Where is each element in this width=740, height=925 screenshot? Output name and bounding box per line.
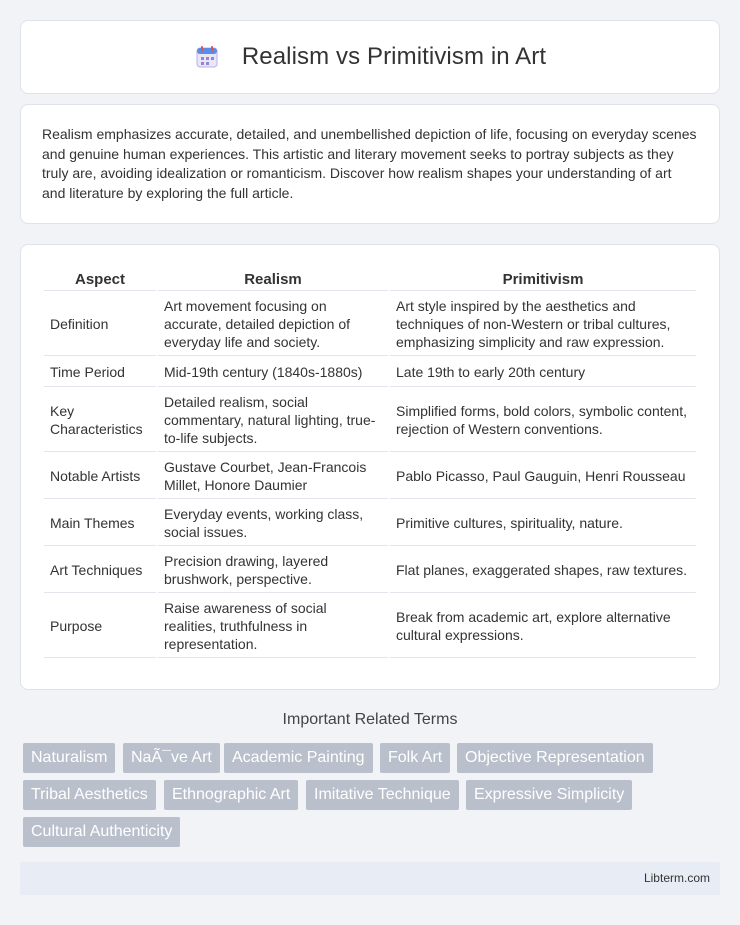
header-aspect: Aspect [44, 267, 156, 291]
calendar-icon [194, 44, 220, 70]
primitivism-cell: Flat planes, exaggerated shapes, raw textures. [390, 548, 696, 593]
aspect-cell: Main Themes [44, 501, 156, 546]
aspect-cell: Notable Artists [44, 454, 156, 499]
table-row [44, 501, 696, 546]
realism-cell: Detailed realism, social commentary, natural lighting, true-to-life subjects. [158, 389, 388, 452]
tag-folk-art[interactable]: Folk Art [380, 743, 450, 773]
primitivism-cell: Art style inspired by the aesthetics and techniques of non-Western or tribal cultures, emphasizing simplicity and raw expression. [390, 293, 696, 356]
primitivism-cell: Simplified forms, bold colors, symbolic content, rejection of Western conventions. [390, 389, 696, 452]
aspect-cell: Time Period [44, 358, 156, 387]
intro-text: Realism emphasizes accurate, detailed, and unembellished depiction of life, focusing on everyday scenes and genuine human experiences. This artistic and literary movement seeks to portray subjects as they truly are, avoiding idealization or romanticism. Discover how realism shapes your understanding of art and literature by exploring the full article. [42, 126, 697, 201]
footer [20, 862, 720, 895]
table-row [44, 293, 696, 356]
table-row [44, 358, 696, 387]
tag-academic-painting[interactable]: Academic Painting [224, 743, 373, 773]
table-row [44, 454, 696, 499]
primitivism-cell: Pablo Picasso, Paul Gauguin, Henri Rousseau [390, 454, 696, 499]
realism-cell: Gustave Courbet, Jean-Francois Millet, Honore Daumier [158, 454, 388, 499]
primitivism-cell: Primitive cultures, spirituality, nature. [390, 501, 696, 546]
tag-tribal-aesthetics[interactable]: Tribal Aesthetics [23, 780, 156, 810]
tag-imitative-technique[interactable]: Imitative Technique [306, 780, 459, 810]
header-realism: Realism [158, 267, 388, 291]
tag-expressive-simplicity[interactable]: Expressive Simplicity [466, 780, 632, 810]
table-row [44, 595, 696, 658]
realism-cell: Art movement focusing on accurate, detailed depiction of everyday life and society. [158, 293, 388, 356]
aspect-cell: Key Characteristics [44, 389, 156, 452]
page-title: Realism vs Primitivism in Art [241, 43, 547, 70]
title-card [20, 20, 720, 94]
realism-cell: Everyday events, working class, social issues. [158, 501, 388, 546]
comparison-table [42, 265, 698, 660]
aspect-cell: Purpose [44, 595, 156, 658]
aspect-cell: Definition [44, 293, 156, 356]
primitivism-cell: Break from academic art, explore alternative cultural expressions. [390, 595, 696, 658]
table-row [44, 548, 696, 593]
table-header-row [44, 267, 696, 291]
comparison-table-card [20, 244, 720, 690]
tag-objective-representation[interactable]: Objective Representation [457, 743, 653, 773]
realism-cell: Raise awareness of social realities, truthfulness in representation. [158, 595, 388, 658]
related-terms-title: Important Related Terms [282, 711, 458, 728]
realism-cell: Precision drawing, layered brushwork, perspective. [158, 548, 388, 593]
footer-site-link[interactable]: Libterm.com [643, 871, 710, 885]
aspect-cell: Art Techniques [44, 548, 156, 593]
primitivism-cell: Late 19th to early 20th century [390, 358, 696, 387]
header-primitivism: Primitivism [390, 267, 696, 291]
intro-card [20, 104, 720, 224]
tag-ethnographic-art[interactable]: Ethnographic Art [164, 780, 298, 810]
realism-cell: Mid-19th century (1840s-1880s) [158, 358, 388, 387]
tag-cultural-authenticity[interactable]: Cultural Authenticity [23, 817, 180, 847]
tag-naturalism[interactable]: Naturalism [23, 743, 115, 773]
table-row [44, 389, 696, 452]
tag-naive-art[interactable]: NaÃ¯ve Art [123, 743, 220, 773]
